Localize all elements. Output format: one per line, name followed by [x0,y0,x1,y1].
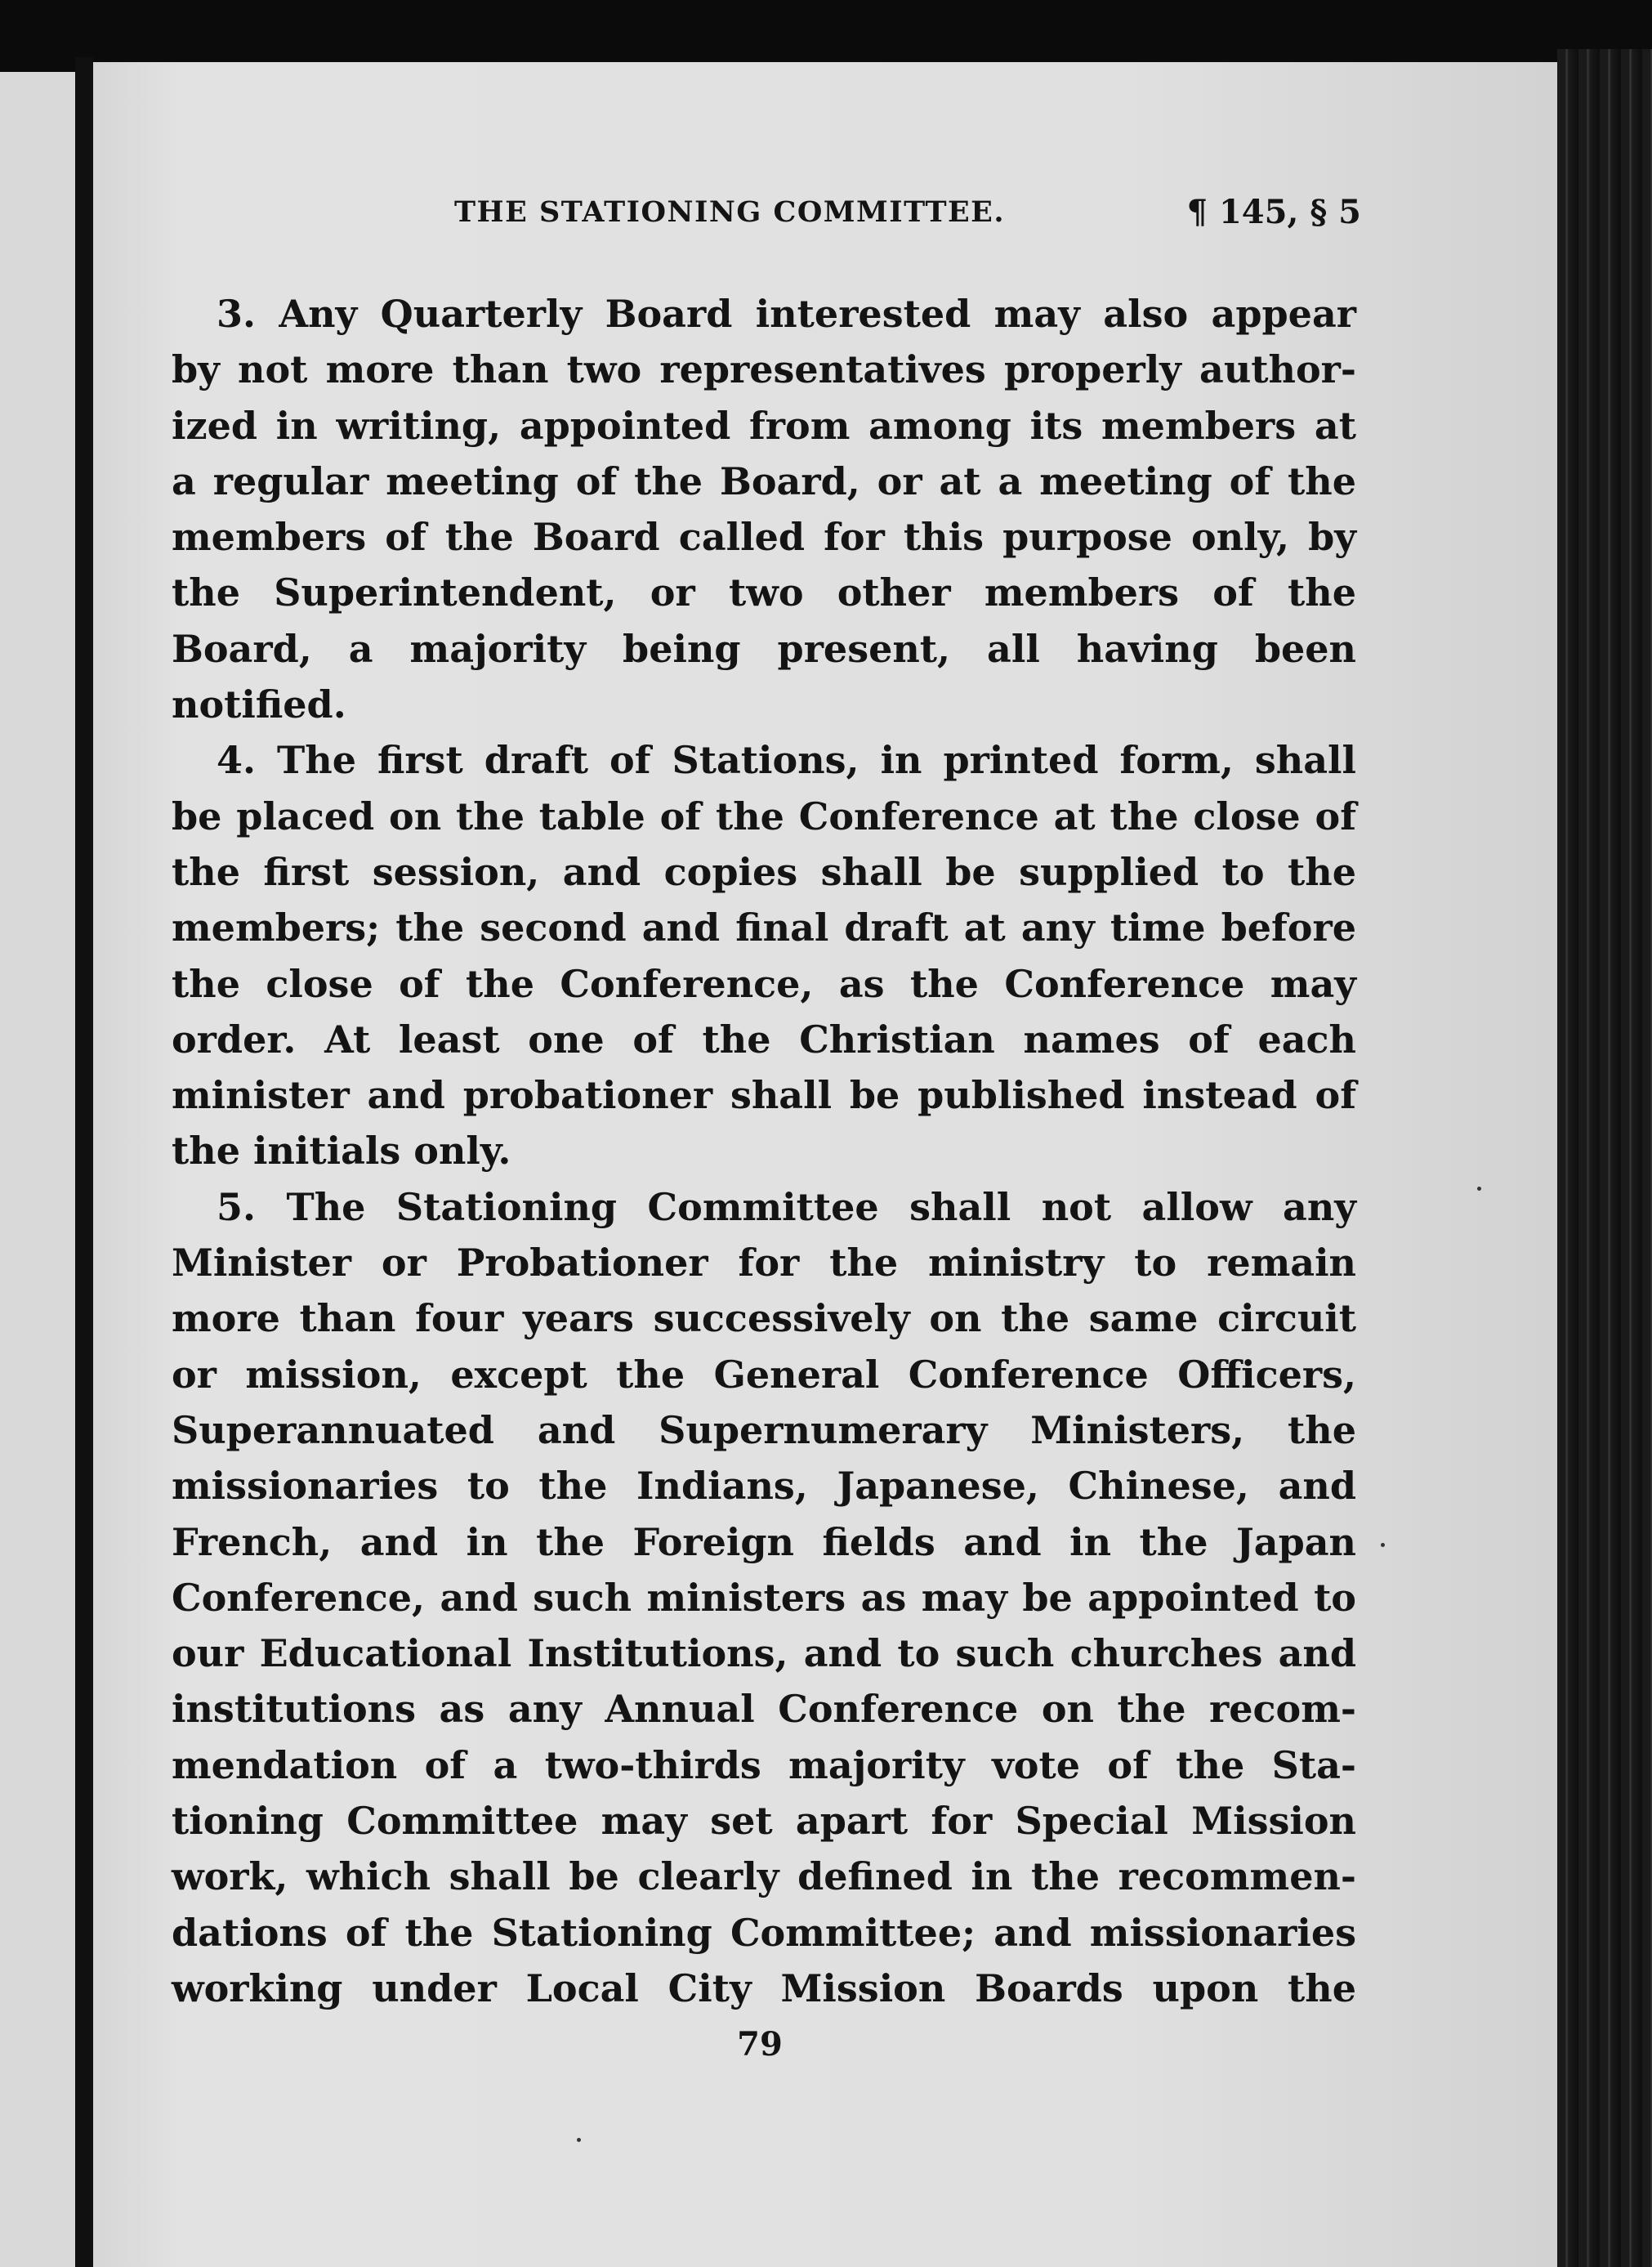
text-line: French, and in the Foreign fields and in the Japan [172,1519,1356,1564]
text-line: dations of the Stationing Committee; and missionaries [172,1910,1356,1955]
text-line: order. At least one of the Christian names of each [172,1017,1356,1062]
section-reference: ¶ 145, § 5 [1186,193,1361,231]
book-gutter [75,57,93,2267]
scan-speck [1381,1543,1385,1547]
scan-speck [577,2138,581,2142]
text-line: or mission, except the General Conference Officers, [172,1352,1356,1397]
text-line: Board, a majority being present, all having been [172,626,1356,671]
text-line: work, which shall be clearly defined in the recommen- [172,1854,1356,1899]
text-line: be placed on the table of the Conference at the close of [172,794,1356,838]
text-line: the close of the Conference, as the Conference may [172,961,1356,1006]
text-line: by not more than two representatives properly author- [172,347,1356,392]
text-line: 3. Any Quarterly Board interested may also appear [217,292,1356,336]
text-line: Minister or Probationer for the ministry to remain [172,1241,1356,1286]
text-line: tioning Committee may set apart for Special Mission [172,1799,1356,1844]
running-title: THE STATIONING COMMITTEE. [454,195,1006,229]
text-line: 5. The Stationing Committee shall not allow any [217,1184,1356,1229]
text-line: members; the second and final draft at any time before [172,905,1356,950]
text-line: members of the Board called for this purpose only, by [172,515,1356,560]
text-line: the Superintendent, or two other members of the [172,570,1356,615]
paragraph-4 [172,732,1356,1178]
body-text [172,286,1356,2016]
text-line: a regular meeting of the Board, or at a meeting of the [172,458,1356,503]
page-stack-edge [1557,49,1652,2267]
text-line: working under Local City Mission Boards upon the [172,1965,1356,2010]
facing-page-edge [0,72,75,2267]
text-line: minister and probationer shall be published instead of [172,1073,1356,1118]
scan-speck [1477,1187,1481,1191]
text-line: mendation of a two-thirds majority vote of the Sta- [172,1742,1356,1787]
text-line: the first session, and copies shall be supplied to the [172,849,1356,894]
text-line: 4. The first draft of Stations, in printed form, shall [217,738,1356,783]
text-line: institutions as any Annual Conference on the recom- [172,1687,1356,1732]
text-line: missionaries to the Indians, Japanese, Chinese, and [172,1464,1356,1509]
text-line: ized in writing, appointed from among its members at [172,403,1356,448]
text-line: Conference, and such ministers as may be appointed to [172,1575,1356,1620]
text-line: notified. [172,682,346,727]
paragraph-5 [172,1179,1356,2016]
page-number: 79 [737,2025,783,2064]
text-line: Superannuated and Supernumerary Ministers, the [172,1407,1356,1452]
text-line: the initials only. [172,1129,511,1174]
paragraph-3 [172,286,1356,732]
text-line: more than four years successively on the same circuit [172,1296,1356,1341]
text-line: our Educational Institutions, and to such churches and [172,1631,1356,1676]
running-header [454,190,1361,235]
